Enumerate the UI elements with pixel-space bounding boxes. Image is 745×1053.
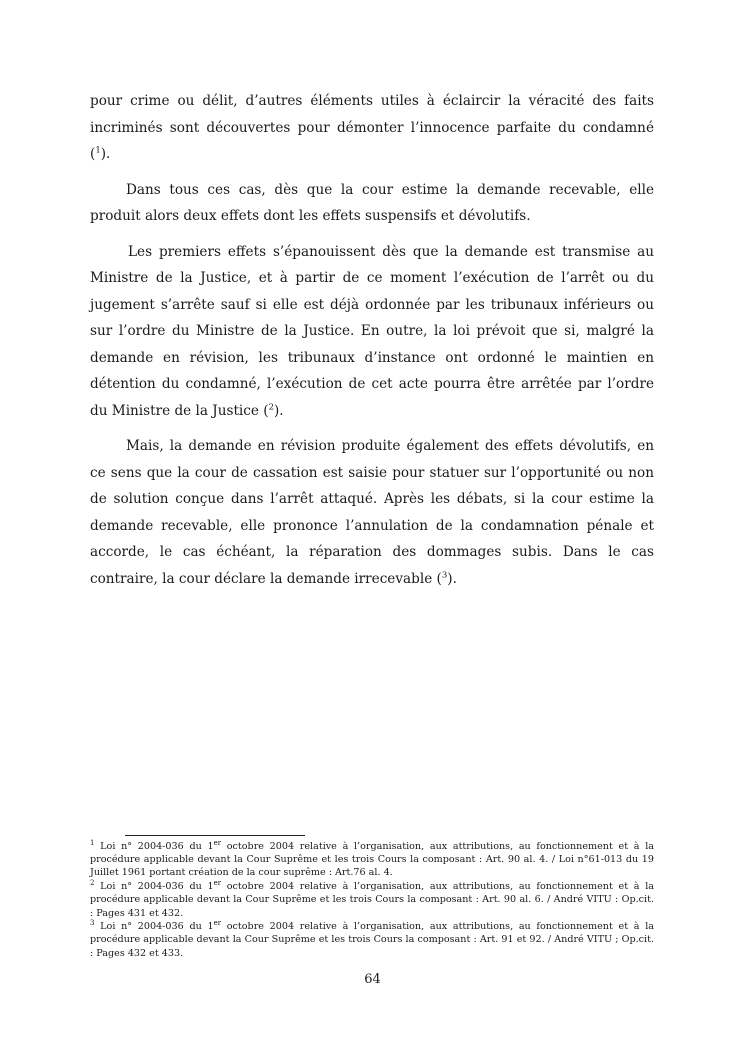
main-text [90, 88, 654, 601]
page-number: 64 [364, 972, 381, 987]
footnote-3: $^3$ Loi n° 2004-036 du 1er octobre 2004 relative à l’organisation, aux attributions, au fonctionnement et à la procédure applicable devant la Cour Suprême et les trois Cours la composant : Art. 91 et 92. / André VITU ; Op.cit. : Pages 432 et 433. [90, 919, 654, 959]
footnote-1: $^1$ Loi n° 2004-036 du 1er octobre 2004 relative à l’organisation, aux attributions, au fonctionnement et à la procédure applicable devant la Cour Suprême et les trois Cours la composant : Art. 90 al. 4. / Loi n°61-013 du 19 Juillet 1961 portant création de la cour suprême : Art.76 al. 4. [90, 838, 654, 879]
footnote-text: octobre 2004 relative à l’organisation, aux attributions, au fonctionnement et à la procédure applicable devant la Cour Suprême et les trois Cours la composant : Art. 90 al. 4. / Loi n°61-013 du 19 Juillet 1961 portant création de la cour suprême : Art.76 al. 4. [90, 841, 654, 879]
footnote-text: octobre 2004 relative à l’organisation, aux attributions, au fonctionnement et à la procédure applicable devant la Cour Suprême et les trois Cours la composant : Art. 90 al. 6. / André VITU : Op.cit. : Pages 431 et 432. [90, 881, 654, 919]
paragraph-4: Mais, la demande en révision produite également des effets dévolutifs, en ce sens que la cour de cassation est saisie pour statuer sur l’opportunité ou non de solution conçue dans l’arrêt attaqué. Après les débats, si la cour estime la demande recevable, elle prononce l’annulation de la condamnation pénale et accorde, le cas échéant, la réparation des dommages subis. Dans le cas contraire, la cour déclare la demande irrecevable ($^3$). [90, 438, 654, 587]
footnotes [90, 840, 654, 960]
paragraph-text: Les premiers effets s’épanouissent dès que la demande est transmise au Ministre de la Justice, et à partir de ce moment l’exécution de l’arrêt ou du jugement s’arrête sauf si elle est déjà ordonnée par les tribunaux inférieurs ou sur l’ordre du Ministre de la Justice. En outre, la loi prévoit que si, malgré la demande en révision, les tribunaux d’instance ont ordonné le maintien en détention du condamné, l’exécution de cet acte pourra être arrêtée par l’ordre du Ministre de la Justice ( [90, 243, 654, 419]
footnote-number: 1 [90, 838, 95, 847]
footnote-ref: 2 [268, 401, 274, 412]
paragraph-1: pour crime ou délit, d’autres éléments utiles à éclaircir la véracité des faits incriminés sont découvertes pour démonter l’innocence parfaite du condamné ($^1$). [90, 93, 654, 162]
paragraph-text: pour crime ou délit, d’autres éléments utiles à éclaircir la véracité des faits incriminés sont découvertes pour démonter l’innocence parfaite du condamné ( [90, 93, 654, 162]
footnote-text: octobre 2004 relative à l’organisation, aux attributions, au fonctionnement et à la procédure applicable devant la Cour Suprême et les trois Cours la composant : Art. 91 et 92. / André VITU ; Op.cit. : Pages 432 et 433. [90, 921, 654, 959]
paragraph-text: Mais, la demande en révision produite également des effets dévolutifs, en ce sens que la cour de cassation est saisie pour statuer sur l’opportunité ou non de solution conçue dans l’arrêt attaqué. Après les débats, si la cour estime la demande recevable, elle prononce l’annulation de la condamnation pénale et accorde, le cas échéant, la réparation des dommages subis. Dans le cas contraire, la cour déclare la demande irrecevable ( [90, 438, 654, 587]
paragraph-3: Les premiers effets s’épanouissent dès que la demande est transmise au Ministre de la Justice, et à partir de ce moment l’exécution de l’arrêt ou du jugement s’arrête sauf si elle est déjà ordonnée par les tribunaux inférieurs ou sur l’ordre du Ministre de la Justice. En outre, la loi prévoit que si, malgré la demande en révision, les tribunaux d’instance ont ordonné le maintien en détention du condamné, l’exécution de cet acte pourra être arrêtée par l’ordre du Ministre de la Justice ($^2$). [90, 243, 654, 419]
paragraph-text: Dans tous ces cas, dès que la cour estime la demande recevable, elle produit alors deux effets dont les effets suspensifs et dévolutifs. [90, 181, 654, 224]
footnote-number: 3 [90, 919, 95, 928]
footnote-ref: 3 [441, 569, 448, 580]
footnote-ref: 1 [95, 145, 101, 156]
paragraph-2 [90, 177, 654, 230]
footnote-2: $^2$ Loi n° 2004-036 du 1er octobre 2004 relative à l’organisation, aux attributions, au fonctionnement et à la procédure applicable devant la Cour Suprême et les trois Cours la composant : Art. 90 al. 6. / André VITU : Op.cit. : Pages 431 et 432. [90, 878, 654, 919]
footnote-separator [125, 835, 305, 836]
footnote-number: 2 [90, 878, 95, 887]
